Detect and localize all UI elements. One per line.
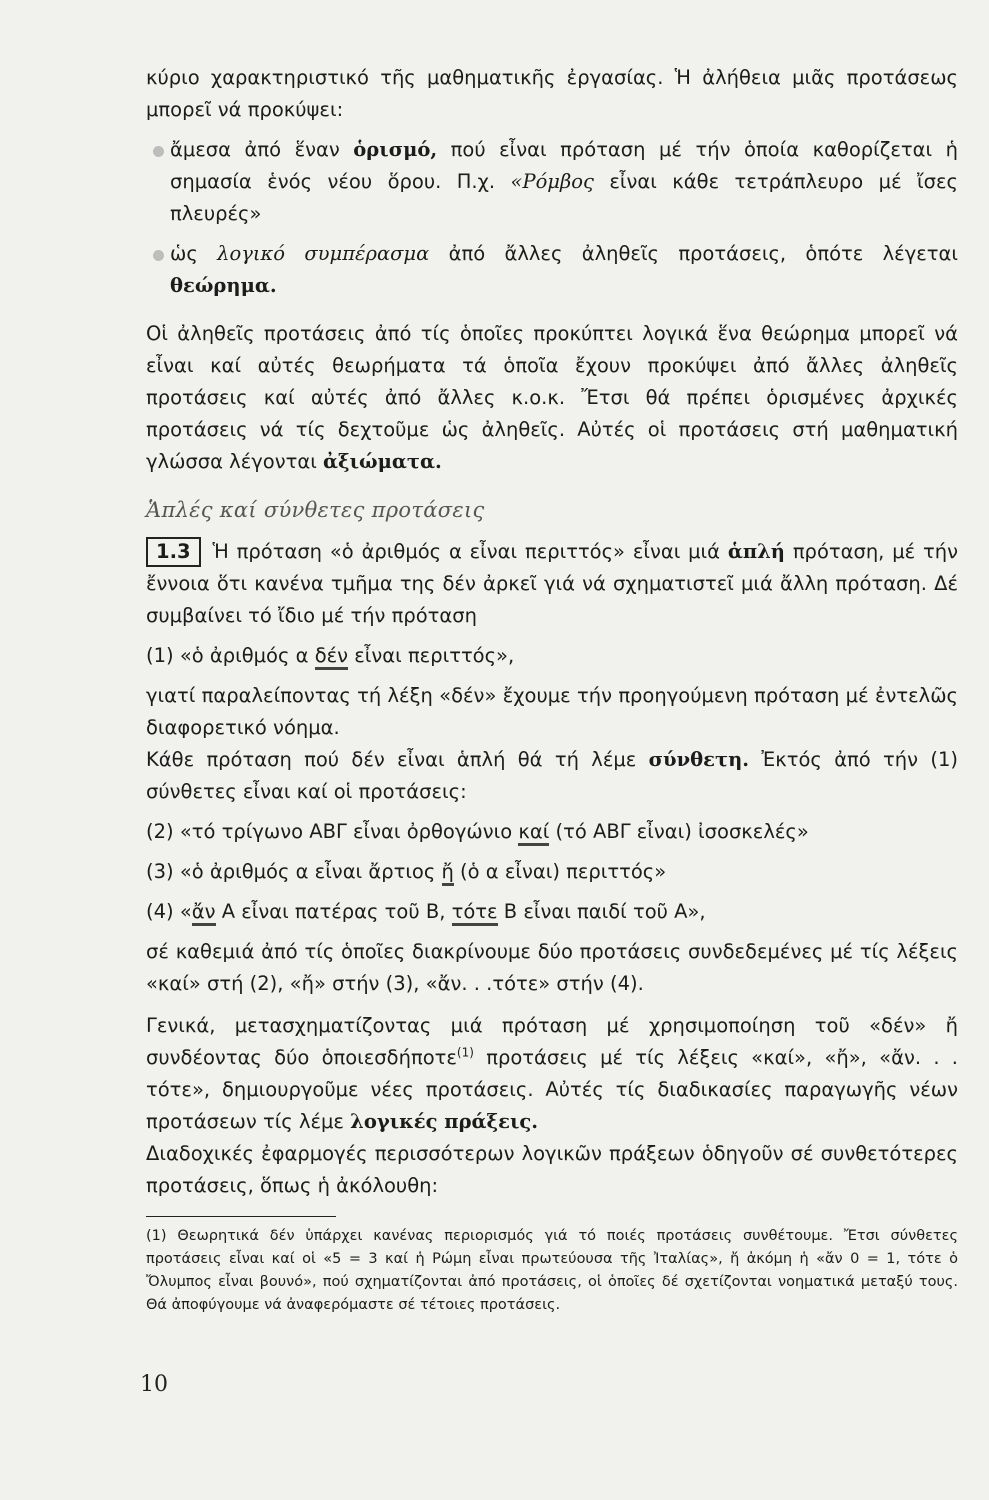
footnote-ref: (1) — [456, 1045, 474, 1060]
intro-paragraph: κύριο χαρακτηριστικό τῆς μαθηματικῆς ἐργασίας. Ἡ ἀλήθεια μιᾶς προτάσεως μπορεῖ νά προκύψει: — [146, 66, 958, 121]
bullet-dot-icon — [153, 250, 164, 261]
example-1: (1) «ὁ ἀριθμός α δέν εἶναι περιττός», — [146, 640, 958, 672]
example-4: (4) «ἄν Α εἶναι πατέρας τοῦ Β, τότε Β εἶναι παιδί τοῦ Α», — [146, 896, 958, 928]
term-simple: ἁπλή — [727, 540, 785, 563]
example-2: (2) «τό τρίγωνο ΑΒΓ εἶναι ὀρθογώνιο καί (τό ΑΒΓ εἶναι) ἰσοσκελές» — [146, 816, 958, 848]
section-heading: Ἁπλές καί σύνθετες προτάσεις — [146, 498, 485, 522]
paragraph-meaning: γιατί παραλείποντας τή λέξη «δέν» ἔχουμε τήν προηγούμενη πρόταση μέ ἐντελῶς διαφορετικό νόημα. — [146, 684, 958, 739]
bullet-theorem: ὡς λογικό συμπέρασμα ἀπό ἄλλες ἀληθεῖς προτάσεις, ὁπότε λέγεται θεώρημα. — [146, 238, 958, 302]
page-number: 10 — [140, 1372, 168, 1397]
term-logical-operations: λογικές πράξεις. — [350, 1110, 539, 1133]
main-text — [146, 62, 958, 1317]
term-theorem: θεώρημα. — [170, 274, 277, 297]
axioms-paragraph: Οἱ ἀληθεῖς προτάσεις ἀπό τίς ὁποῖες προκύπτει λογικά ἕνα θεώρημα μπορεῖ νά εἶναι καί αὐτές θεωρήματα τά ὁποῖα ἔχουν προκύψει ἀπό ἄλλες ἀληθεῖς προτάσεις καί αὐτές ἀπό ἄλλες κ.ο.κ. Ἔτσι θά πρέπει ὁρισμένες ἀρχικές προτάσεις νά τίς δεχτοῦμε ὡς ἀληθεῖς. Αὐτές οἱ προτάσεις στή μαθηματική γλώσσα λέγονται ἀξιώματα. — [146, 322, 958, 473]
paragraph-logical-operations: Γενικά, μετασχηματίζοντας μιά πρόταση μέ χρησιμοποίηση τοῦ «δέν» ἤ συνδέοντας δύο ὁποιεσδήποτε$^{(1)}$ προτάσεις μέ τίς λέξεις «καί», «ἤ», «ἄν. . . τότε», δημιουργοῦμε νέες προτάσεις. Αὐτές τίς διαδικασίες παραγωγῆς νέων προτάσεων τίς λέμε λογικές πράξεις. — [146, 1014, 958, 1133]
paragraph-connectives: σέ καθεμιά ἀπό τίς ὁποῖες διακρίνουμε δύο προτάσεις συνδεδεμένες μέ τίς λέξεις «καί» στή (2), «ἤ» στήν (3), «ἄν. . .τότε» στήν (4). — [146, 940, 958, 995]
example-3: (3) «ὁ ἀριθμός α εἶναι ἄρτιος ἤ (ὁ α εἶναι) περιττός» — [146, 856, 958, 888]
section-number: 1.3 — [146, 537, 201, 567]
paragraph-successive: Διαδοχικές ἐφαρμογές περισσότερων λογικῶν πράξεων ὁδηγοῦν σέ συνθετότερες προτάσεις, ὅπως ἡ ἀκόλουθη: — [146, 1142, 958, 1197]
term-axioms: ἀξιώματα. — [323, 450, 442, 473]
bullet-definition: ἄμεσα ἀπό ἕναν ὁρισμό, πού εἶναι πρόταση μέ τήν ὁποία καθορίζεται ἡ σημασία ἑνός νέου ὅρου. Π.χ. «Ρόμβος εἶναι κάθε τετράπλευρο μέ ἴσες πλευρές» — [146, 134, 958, 230]
footnote-divider — [146, 1216, 336, 1217]
paragraph-compound: Κάθε πρόταση πού δέν εἶναι ἁπλή θά τή λέμε σύνθετη. Ἐκτός ἀπό τήν (1) σύνθετες εἶναι καί οἱ προτάσεις: — [146, 748, 958, 803]
footnote: (1) Θεωρητικά δέν ὑπάρχει κανένας περιορισμός γιά τό ποιές προτάσεις συνθέτουμε. Ἔτσι σύνθετες προτάσεις εἶναι καί οἱ «5 = 3 καί ἡ Ρώμη εἶναι πρωτεύουσα τῆς Ἰταλίας», ἤ ἀκόμη ἡ «ἄν 0 = 1, τότε ὁ Ὄλυμπος εἶναι βουνό», πού σχηματίζονται ἀπό προτάσεις, οἱ ὁποῖες δέ σχετίζονται νοηματικά μεταξύ τους. Θά ἀποφύγουμε νά ἀναφερόμαστε σέ τέτοιες προτάσεις. — [146, 1228, 958, 1313]
section-intro-paragraph: 1.3 Ἡ πρόταση «ὁ ἀριθμός α εἶναι περιττός» εἶναι μιά ἁπλή πρόταση, μέ τήν ἔννοια ὅτι κανένα τμῆμα της δέν ἀρκεῖ γιά νά σχηματιστεῖ μιά ἄλλη πρόταση. Δέ συμβαίνει τό ἴδιο μέ τήν πρόταση — [146, 536, 958, 632]
bullet-dot-icon — [153, 146, 164, 157]
term-definition: ὁρισμό, — [353, 138, 438, 161]
term-compound: σύνθετη. — [648, 748, 750, 771]
